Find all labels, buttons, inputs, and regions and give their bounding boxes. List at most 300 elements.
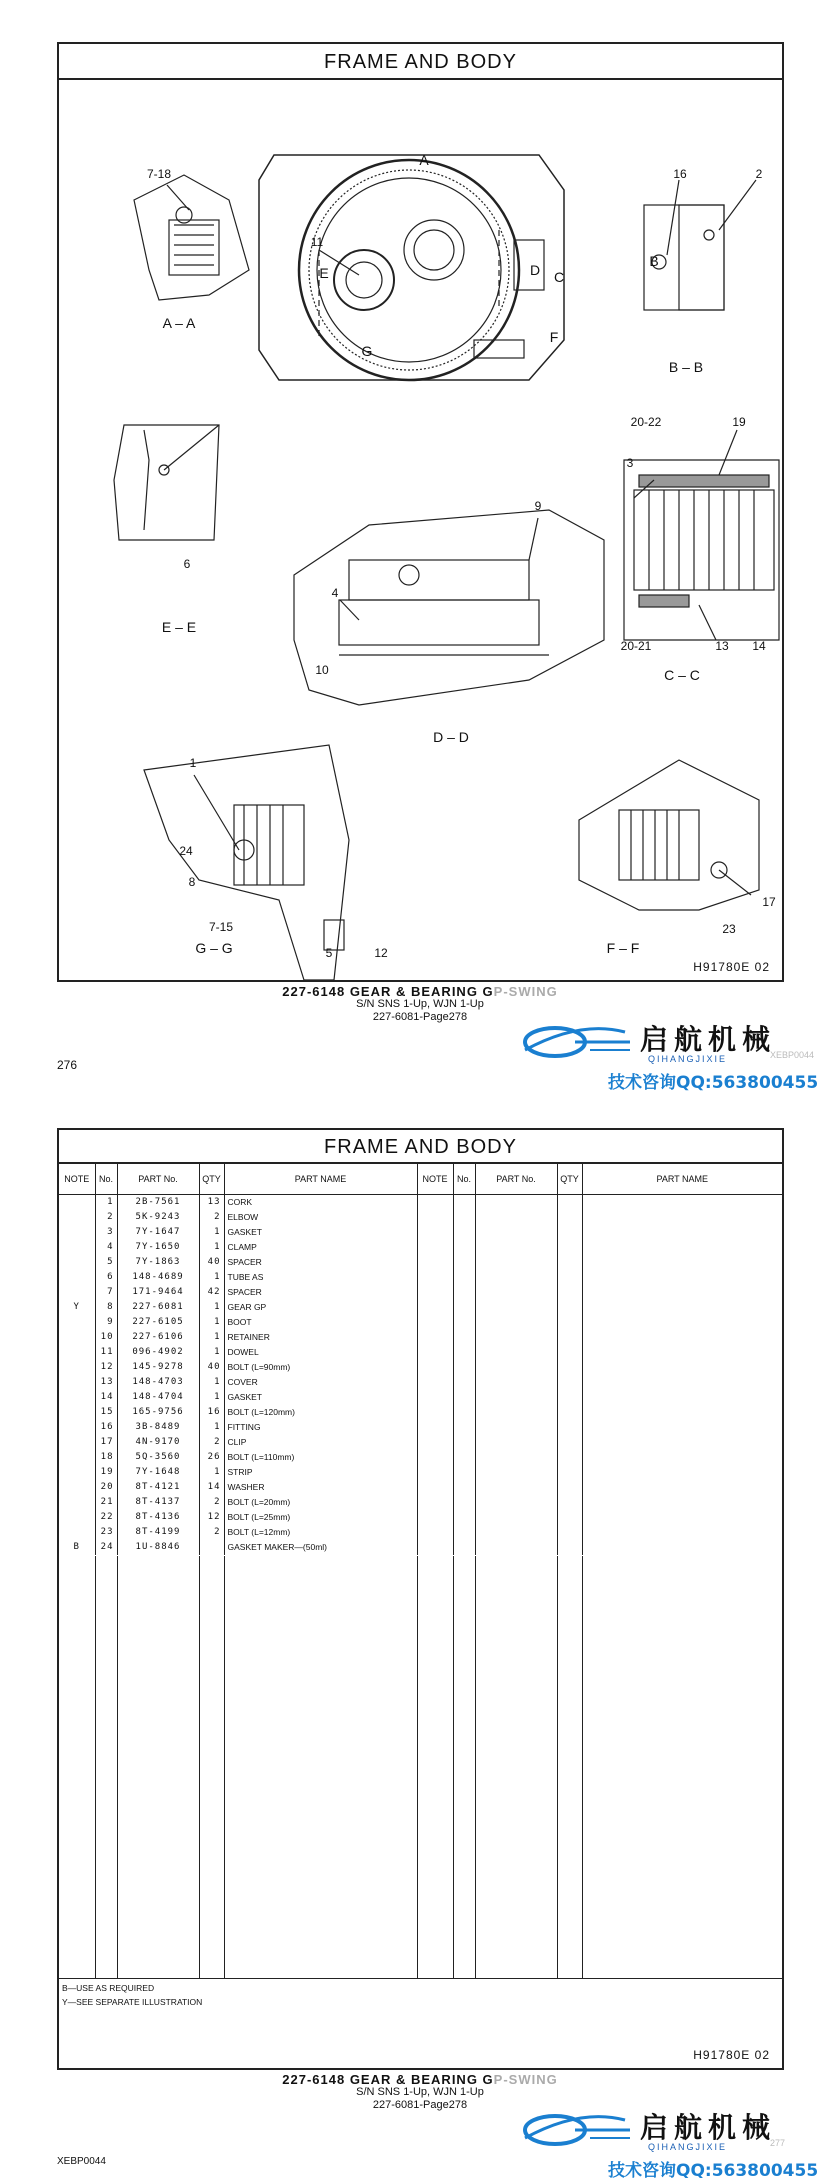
logo-pinyin: QIHANGJIXIE (648, 2142, 728, 2152)
caption-reference: 227-6081-Page278 (372, 2099, 468, 2111)
empty-cell (557, 1345, 582, 1360)
empty-cell (453, 1375, 475, 1390)
caption-serial: S/N SNS 1-Up, WJN 1-Up (356, 2086, 484, 2098)
table-footnotes (59, 1978, 782, 2068)
drawing-code: H91780E 02 (693, 960, 770, 974)
cell-part-no: 148-4704 (117, 1390, 199, 1405)
callout-label: 19 (732, 415, 746, 429)
col-no: No. (453, 1164, 475, 1194)
caption-reference: 227-6081-Page278 (372, 1011, 468, 1023)
cell-note (59, 1225, 95, 1240)
cell-part-no: 145-9278 (117, 1360, 199, 1375)
empty-cell (453, 1510, 475, 1525)
cell-note (59, 1270, 95, 1285)
col-note: NOTE (417, 1164, 453, 1194)
section-marker: B (649, 253, 659, 269)
cell-note: B (59, 1540, 95, 1555)
logo-brand: 启航机械 (640, 1023, 777, 1056)
table-row (59, 1255, 782, 1270)
empty-cell (453, 1194, 475, 1210)
empty-cell (475, 1270, 557, 1285)
table-row (59, 1435, 782, 1450)
empty-cell (417, 1300, 453, 1315)
empty-cell (475, 1330, 557, 1345)
empty-cell (475, 1315, 557, 1330)
empty-cell (453, 1435, 475, 1450)
cell-name: BOLT (L=20mm) (224, 1495, 417, 1510)
empty-cell (417, 1315, 453, 1330)
cell-part-no: 5Q-3560 (117, 1450, 199, 1465)
cell-qty: 2 (199, 1525, 224, 1540)
table-row (59, 1345, 782, 1360)
cell-qty: 1 (199, 1420, 224, 1435)
empty-table-area (59, 1556, 782, 1978)
empty-cell (453, 1345, 475, 1360)
empty-cell (582, 1525, 782, 1540)
cell-part-no: 096-4902 (117, 1345, 199, 1360)
section-marker: C (553, 269, 565, 285)
empty-cell (417, 1360, 453, 1375)
page-title: FRAME AND BODY (59, 44, 782, 80)
drawing-code: H91780E 02 (693, 2048, 770, 2062)
cell-no: 20 (95, 1480, 117, 1495)
cell-part-no: 1U-8846 (117, 1540, 199, 1555)
empty-cell (453, 1270, 475, 1285)
empty-cell (582, 1450, 782, 1465)
callout-label: 1 (189, 756, 197, 770)
view-label-dd: D – D (433, 729, 469, 745)
empty-cell (475, 1255, 557, 1270)
cell-name: GASKET (224, 1390, 417, 1405)
callout-label: 4 (331, 586, 339, 600)
empty-cell (417, 1390, 453, 1405)
empty-cell (475, 1420, 557, 1435)
cell-note (59, 1285, 95, 1300)
empty-cell (557, 1240, 582, 1255)
cell-no: 12 (95, 1360, 117, 1375)
cell-part-no: 8T-4121 (117, 1480, 199, 1495)
cell-qty: 1 (199, 1225, 224, 1240)
empty-cell (475, 1465, 557, 1480)
cell-note (59, 1330, 95, 1345)
cell-note (59, 1210, 95, 1225)
table-row (59, 1270, 782, 1285)
cell-part-no: 7Y-1863 (117, 1255, 199, 1270)
empty-cell (582, 1270, 782, 1285)
parts-list-page (57, 1128, 784, 2070)
empty-cell (417, 1420, 453, 1435)
cell-part-no: 2B-7561 (117, 1194, 199, 1210)
empty-cell (417, 1525, 453, 1540)
watermark-logo (520, 2098, 840, 2178)
cell-no: 1 (95, 1194, 117, 1210)
empty-cell (557, 1330, 582, 1345)
cell-part-no: 8T-4199 (117, 1525, 199, 1540)
cell-no: 11 (95, 1345, 117, 1360)
empty-cell (417, 1210, 453, 1225)
document-code: XEBP0044 (57, 2156, 106, 2167)
section-marker: G (361, 343, 373, 359)
callout-label: 9 (534, 499, 542, 513)
empty-cell (582, 1390, 782, 1405)
cell-qty: 1 (199, 1315, 224, 1330)
cell-no: 22 (95, 1510, 117, 1525)
callout-label: 24 (179, 844, 193, 858)
empty-cell (417, 1270, 453, 1285)
cell-name: RETAINER (224, 1330, 417, 1345)
cell-name: CLAMP (224, 1240, 417, 1255)
empty-cell (453, 1240, 475, 1255)
cell-part-no: 7Y-1648 (117, 1465, 199, 1480)
cell-note (59, 1465, 95, 1480)
empty-cell (417, 1450, 453, 1465)
view-label-cc: C – C (664, 667, 700, 683)
empty-cell (453, 1255, 475, 1270)
cell-qty: 14 (199, 1480, 224, 1495)
table-row (59, 1510, 782, 1525)
empty-cell (582, 1210, 782, 1225)
logo-pinyin: QIHANGJIXIE (648, 1054, 728, 1064)
cell-part-no: 7Y-1647 (117, 1225, 199, 1240)
col-part-no: PART No. (475, 1164, 557, 1194)
callout-label: 7-15 (208, 920, 234, 934)
cell-qty: 1 (199, 1390, 224, 1405)
cell-note (59, 1420, 95, 1435)
empty-cell (475, 1525, 557, 1540)
cell-no: 9 (95, 1315, 117, 1330)
empty-cell (557, 1285, 582, 1300)
cell-name: COVER (224, 1375, 417, 1390)
cell-name: BOLT (L=120mm) (224, 1405, 417, 1420)
cell-no: 16 (95, 1420, 117, 1435)
callout-label: 17 (762, 895, 776, 909)
empty-cell (582, 1194, 782, 1210)
cell-part-no: 227-6081 (117, 1300, 199, 1315)
table-row (59, 1405, 782, 1420)
cell-name: GEAR GP (224, 1300, 417, 1315)
empty-cell (475, 1225, 557, 1240)
caption-title: 227-6148 GEAR & BEARING G (282, 2072, 494, 2087)
cell-part-no: 3B-8489 (117, 1420, 199, 1435)
empty-cell (582, 1435, 782, 1450)
empty-cell (557, 1525, 582, 1540)
logo-swoosh-icon (520, 1010, 630, 1070)
callout-label: 20-22 (630, 415, 662, 429)
empty-cell (557, 1420, 582, 1435)
empty-cell (453, 1450, 475, 1465)
table-row (59, 1465, 782, 1480)
callout-label: 8 (188, 875, 196, 889)
cell-qty: 1 (199, 1465, 224, 1480)
cell-no: 7 (95, 1285, 117, 1300)
illustration-page (57, 42, 784, 982)
empty-cell (417, 1375, 453, 1390)
cell-name: ELBOW (224, 1210, 417, 1225)
cell-name: SPACER (224, 1255, 417, 1270)
empty-cell (557, 1510, 582, 1525)
caption-title-faded: P-SWING (493, 2072, 558, 2087)
empty-cell (582, 1285, 782, 1300)
empty-cell (582, 1240, 782, 1255)
empty-cell (475, 1450, 557, 1465)
table-header-row (59, 1164, 782, 1194)
empty-cell (453, 1465, 475, 1480)
table-row (59, 1225, 782, 1240)
cell-note (59, 1405, 95, 1420)
cell-part-no: 8T-4136 (117, 1510, 199, 1525)
empty-cell (557, 1450, 582, 1465)
cell-qty: 13 (199, 1194, 224, 1210)
cell-no: 2 (95, 1210, 117, 1225)
callout-label: 3 (626, 456, 634, 470)
cell-qty: 2 (199, 1435, 224, 1450)
cell-qty: 2 (199, 1210, 224, 1225)
callout-label: 2 (755, 167, 763, 181)
empty-cell (475, 1375, 557, 1390)
cell-note (59, 1375, 95, 1390)
empty-cell (582, 1375, 782, 1390)
cell-no: 17 (95, 1435, 117, 1450)
cell-qty: 40 (199, 1360, 224, 1375)
empty-cell (417, 1225, 453, 1240)
parts-table (59, 1164, 782, 1555)
footnote: B—USE AS REQUIRED (62, 1983, 155, 1993)
empty-cell (417, 1540, 453, 1555)
empty-cell (557, 1540, 582, 1555)
empty-cell (557, 1495, 582, 1510)
empty-cell (475, 1435, 557, 1450)
empty-cell (453, 1225, 475, 1240)
cell-no: 6 (95, 1270, 117, 1285)
empty-cell (557, 1300, 582, 1315)
table-row (59, 1330, 782, 1345)
cell-name: BOLT (L=90mm) (224, 1360, 417, 1375)
cell-name: TUBE AS (224, 1270, 417, 1285)
ghost-page-number: 277 (770, 2138, 786, 2148)
col-no: No. (95, 1164, 117, 1194)
empty-cell (417, 1465, 453, 1480)
empty-cell (475, 1345, 557, 1360)
section-marker: D (529, 262, 541, 278)
empty-cell (453, 1495, 475, 1510)
empty-cell (475, 1540, 557, 1555)
col-note: NOTE (59, 1164, 95, 1194)
empty-cell (582, 1405, 782, 1420)
footnote: Y—SEE SEPARATE ILLUSTRATION (62, 1997, 203, 2007)
cell-name: WASHER (224, 1480, 417, 1495)
empty-cell (582, 1420, 782, 1435)
cell-name: FITTING (224, 1420, 417, 1435)
callout-label: 12 (374, 946, 388, 960)
cell-part-no: 7Y-1650 (117, 1240, 199, 1255)
callout-label: 14 (752, 639, 766, 653)
empty-cell (453, 1360, 475, 1375)
col-part-no: PART No. (117, 1164, 199, 1194)
cell-no: 21 (95, 1495, 117, 1510)
section-marker: E (319, 265, 329, 281)
cell-name: SPACER (224, 1285, 417, 1300)
cell-part-no: 4N-9170 (117, 1435, 199, 1450)
cell-no: 23 (95, 1525, 117, 1540)
watermark-logo (520, 1010, 840, 1093)
empty-cell (557, 1270, 582, 1285)
cell-qty: 1 (199, 1330, 224, 1345)
cell-note (59, 1345, 95, 1360)
logo-contact: 技术咨询QQ:563800455 (608, 1073, 819, 1093)
cell-qty: 1 (199, 1240, 224, 1255)
cell-no: 18 (95, 1450, 117, 1465)
empty-cell (557, 1435, 582, 1450)
page-number: 276 (57, 1058, 78, 1072)
empty-cell (475, 1300, 557, 1315)
cell-qty: 2 (199, 1495, 224, 1510)
cell-qty: 1 (199, 1345, 224, 1360)
empty-cell (453, 1330, 475, 1345)
cell-part-no: 148-4689 (117, 1270, 199, 1285)
empty-cell (475, 1405, 557, 1420)
cell-name: BOLT (L=110mm) (224, 1450, 417, 1465)
empty-cell (557, 1225, 582, 1240)
callout-label: 13 (715, 639, 729, 653)
empty-cell (417, 1240, 453, 1255)
cell-qty: 1 (199, 1300, 224, 1315)
table-row (59, 1480, 782, 1495)
empty-cell (582, 1480, 782, 1495)
callout-label: 11 (310, 235, 324, 249)
callout-label: 7-18 (146, 167, 172, 181)
empty-cell (557, 1465, 582, 1480)
cell-note (59, 1360, 95, 1375)
cell-part-no: 227-6106 (117, 1330, 199, 1345)
callout-label: 5 (325, 946, 333, 960)
cell-part-no: 165-9756 (117, 1405, 199, 1420)
empty-cell (582, 1540, 782, 1555)
cell-qty: 26 (199, 1450, 224, 1465)
cell-part-no: 171-9464 (117, 1285, 199, 1300)
cell-qty: 1 (199, 1375, 224, 1390)
cell-qty (199, 1540, 224, 1555)
cell-part-no: 227-6105 (117, 1315, 199, 1330)
cell-name: DOWEL (224, 1345, 417, 1360)
empty-cell (557, 1194, 582, 1210)
empty-cell (475, 1390, 557, 1405)
empty-cell (582, 1330, 782, 1345)
empty-cell (582, 1360, 782, 1375)
empty-cell (582, 1345, 782, 1360)
empty-cell (557, 1210, 582, 1225)
view-label-aa: A – A (162, 315, 196, 331)
table-row (59, 1450, 782, 1465)
table-row (59, 1300, 782, 1315)
empty-cell (417, 1435, 453, 1450)
cell-note (59, 1194, 95, 1210)
logo-contact: 技术咨询QQ:563800455 (608, 2161, 819, 2178)
empty-cell (582, 1300, 782, 1315)
cell-note (59, 1495, 95, 1510)
section-marker: A (419, 152, 429, 168)
cell-note (59, 1315, 95, 1330)
empty-cell (417, 1495, 453, 1510)
col-part-name: PART NAME (224, 1164, 417, 1194)
empty-cell (582, 1255, 782, 1270)
cell-no: 3 (95, 1225, 117, 1240)
table-row (59, 1210, 782, 1225)
empty-cell (453, 1285, 475, 1300)
cell-part-no: 5K-9243 (117, 1210, 199, 1225)
caption-title-faded: P-SWING (493, 984, 558, 999)
empty-cell (557, 1405, 582, 1420)
callout-label: 20-21 (620, 639, 652, 653)
col-part-name: PART NAME (582, 1164, 782, 1194)
cell-name: GASKET (224, 1225, 417, 1240)
empty-cell (453, 1420, 475, 1435)
empty-cell (557, 1375, 582, 1390)
cell-qty: 1 (199, 1270, 224, 1285)
ghost-code: XEBP0044 (770, 1050, 815, 1060)
cell-note (59, 1480, 95, 1495)
empty-cell (582, 1495, 782, 1510)
cell-name: BOLT (L=25mm) (224, 1510, 417, 1525)
cell-no: 19 (95, 1465, 117, 1480)
empty-cell (475, 1480, 557, 1495)
empty-cell (417, 1405, 453, 1420)
empty-cell (475, 1510, 557, 1525)
table-row (59, 1194, 782, 1210)
cell-name: GASKET MAKER—(50ml) (224, 1540, 417, 1555)
empty-cell (475, 1194, 557, 1210)
table-row (59, 1240, 782, 1255)
callout-label: 6 (183, 557, 191, 571)
table-row (59, 1495, 782, 1510)
cell-no: 14 (95, 1390, 117, 1405)
empty-cell (557, 1315, 582, 1330)
cell-no: 5 (95, 1255, 117, 1270)
col-qty: QTY (199, 1164, 224, 1194)
callout-label: 10 (315, 663, 329, 677)
cell-note (59, 1240, 95, 1255)
view-label-gg: G – G (195, 940, 233, 956)
cell-no: 15 (95, 1405, 117, 1420)
caption-serial: S/N SNS 1-Up, WJN 1-Up (356, 998, 484, 1010)
cell-no: 8 (95, 1300, 117, 1315)
empty-cell (417, 1480, 453, 1495)
view-label-ee: E – E (161, 619, 197, 635)
empty-cell (475, 1210, 557, 1225)
empty-cell (557, 1360, 582, 1375)
exploded-drawing (59, 80, 782, 980)
cell-name: BOOT (224, 1315, 417, 1330)
empty-cell (417, 1285, 453, 1300)
cell-no: 10 (95, 1330, 117, 1345)
cell-no: 4 (95, 1240, 117, 1255)
cell-qty: 42 (199, 1285, 224, 1300)
view-label-bb: B – B (668, 359, 704, 375)
cell-qty: 16 (199, 1405, 224, 1420)
empty-cell (453, 1480, 475, 1495)
empty-cell (453, 1390, 475, 1405)
cell-note: Y (59, 1300, 95, 1315)
empty-cell (453, 1540, 475, 1555)
empty-cell (453, 1300, 475, 1315)
table-row (59, 1540, 782, 1555)
empty-cell (557, 1480, 582, 1495)
empty-cell (582, 1510, 782, 1525)
table-row (59, 1375, 782, 1390)
cell-note (59, 1450, 95, 1465)
empty-cell (475, 1240, 557, 1255)
cell-name: CLIP (224, 1435, 417, 1450)
logo-brand: 启航机械 (640, 2111, 777, 2144)
